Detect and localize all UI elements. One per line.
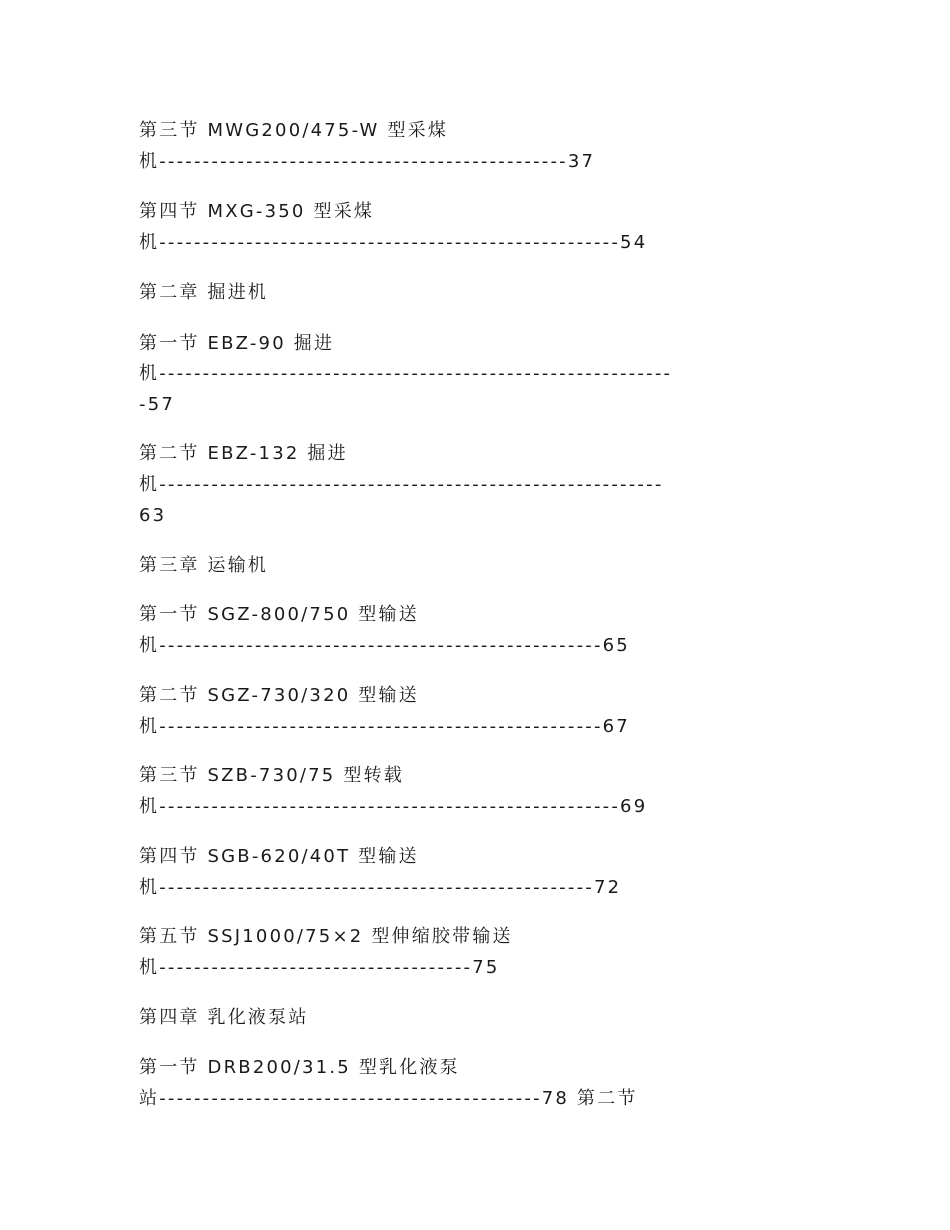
toc-entry-ch3-sec4-leader: 机--------------------------------------------------72 bbox=[139, 877, 622, 898]
toc-entry-ch1-sec4-leader: 机-----------------------------------------------------54 bbox=[139, 232, 648, 253]
toc-entry-ch3-sec1-leader: 机---------------------------------------------------65 bbox=[139, 635, 630, 656]
toc-entry-ch3-sec2-leader: 机---------------------------------------------------67 bbox=[139, 716, 630, 737]
toc-entry-ch3-sec1-title: 第一节 SGZ-800/750 型输送 bbox=[139, 604, 419, 625]
toc-chapter-4-heading: 第四章 乳化液泵站 bbox=[139, 1007, 309, 1028]
toc-entry-ch4-sec1-title: 第一节 DRB200/31.5 型乳化液泵 bbox=[139, 1057, 460, 1078]
toc-chapter-2-heading: 第二章 掘进机 bbox=[139, 282, 269, 303]
toc-entry-ch1-sec4-title: 第四节 MXG-350 型采煤 bbox=[139, 201, 375, 222]
toc-entry-ch3-sec3-leader: 机-----------------------------------------------------69 bbox=[139, 796, 648, 817]
toc-entry-ch3-sec2-title: 第二节 SGZ-730/320 型输送 bbox=[139, 685, 419, 706]
toc-entry-ch3-sec4-title: 第四节 SGB-620/40T 型输送 bbox=[139, 846, 419, 867]
toc-entry-ch3-sec5-title: 第五节 SSJ1000/75×2 型伸缩胶带输送 bbox=[139, 926, 513, 947]
toc-entry-ch1-sec3-leader: 机-----------------------------------------------37 bbox=[139, 151, 596, 172]
toc-entry-ch3-sec3-title: 第三节 SZB-730/75 型转载 bbox=[139, 765, 404, 786]
toc-entry-ch2-sec2-title: 第二节 EBZ-132 掘进 bbox=[139, 443, 348, 464]
toc-entry-ch4-sec1-leader: 站--------------------------------------------78 第二节 bbox=[139, 1088, 638, 1109]
toc-entry-ch2-sec1-leader: 机----------------------------------------------------------- bbox=[139, 363, 673, 384]
toc-entry-ch2-sec2-page: 63 bbox=[139, 505, 167, 526]
toc-entry-ch2-sec1-title: 第一节 EBZ-90 掘进 bbox=[139, 333, 335, 354]
toc-entry-ch2-sec1-page: -57 bbox=[139, 394, 175, 415]
toc-entry-ch2-sec2-leader: 机---------------------------------------------------------- bbox=[139, 474, 664, 495]
toc-chapter-3-heading: 第三章 运输机 bbox=[139, 555, 269, 576]
toc-entry-ch3-sec5-leader: 机------------------------------------75 bbox=[139, 957, 500, 978]
toc-entry-ch1-sec3-title: 第三节 MWG200/475-W 型采煤 bbox=[139, 120, 449, 141]
